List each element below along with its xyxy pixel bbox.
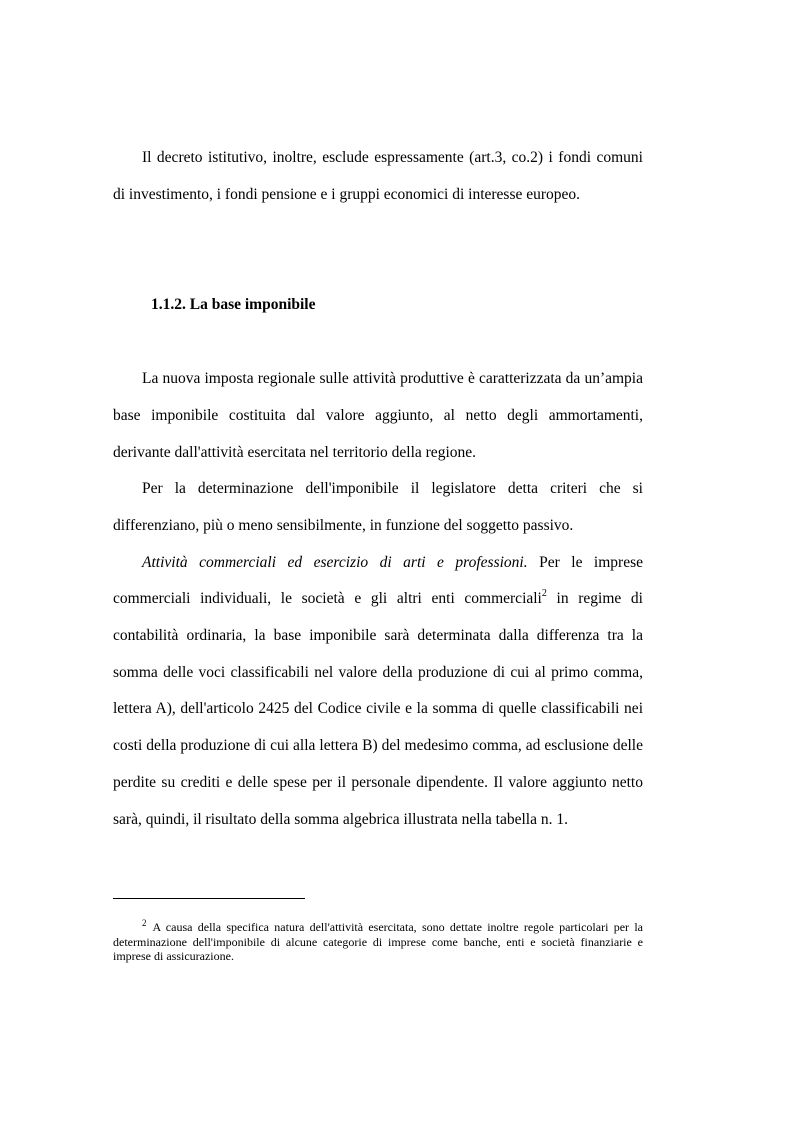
footnote-text: A causa della specifica natura dell'attività esercitata, sono dettate inoltre regole particolari per la determinazione dell'imponibile di alcune categorie di imprese come banche, enti e società finanziarie e imprese di assicurazione. xyxy=(113,920,643,963)
footnote-reference: 2 xyxy=(541,588,547,600)
section-heading: 1.1.2. La base imponibile xyxy=(151,296,316,314)
paragraph-1: La nuova imposta regionale sulle attività produttive è caratterizzata da un’ampia base imponibile costituita dal valore aggiunto, al netto degli ammortamenti, derivante dall'attività esercitata nel territorio della regione. xyxy=(113,370,643,461)
intro-paragraph: Il decreto istitutivo, inoltre, esclude espressamente (art.3, co.2) i fondi comuni di investimento, i fondi pensione e i gruppi economici di interesse europeo. xyxy=(113,149,643,203)
spacer xyxy=(113,213,643,287)
footnote xyxy=(113,920,643,964)
spacer xyxy=(113,324,643,361)
footnote-separator xyxy=(113,898,305,899)
document-body xyxy=(113,140,643,838)
footnote-number: 2 xyxy=(142,918,147,928)
paragraph-3-text-a: Per le imprese commerciali individuali, le società e gli altri enti commerciali xyxy=(113,553,643,608)
paragraph-2: Per la determinazione dell'imponibile il legislatore detta criteri che si differenziano, più o meno sensibilmente, in funzione del soggetto passivo. xyxy=(113,480,643,534)
paragraph-3-italic-lead: Attività commerciali ed esercizio di arti e professioni. xyxy=(142,553,528,571)
paragraph-3 xyxy=(113,545,643,839)
paragraph-3-text-b: in regime di contabilità ordinaria, la base imponibile sarà determinata dalla differenza tra la somma delle voci classificabili nel valore della produzione di cui al primo comma, lettera A), dell'articolo 2425 del Codice civile e la somma di quelle classificabili nei costi della produzione di cui alla lettera B) del medesimo comma, ad esclusione delle perdite su crediti e delle spese per il personale dipendente. Il valore aggiunto netto sarà, quindi, il risultato della somma algebrica illustrata nella tabella n. 1. xyxy=(113,590,643,828)
